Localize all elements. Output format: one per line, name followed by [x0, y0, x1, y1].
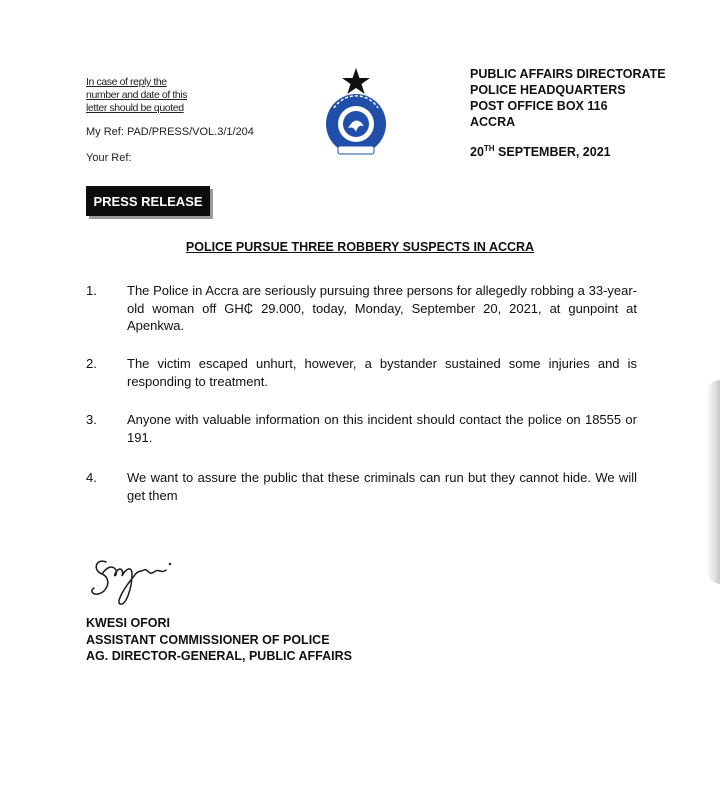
headline: POLICE PURSUE THREE ROBBERY SUSPECTS IN ACCRA	[185, 240, 535, 254]
signer-title: ASSISTANT COMMISSIONER OF POLICE	[86, 632, 330, 647]
date-rest: SEPTEMBER, 2021	[494, 145, 611, 159]
handwritten-signature-icon	[86, 548, 196, 610]
paragraph-text: We want to assure the public that these criminals can run but they cannot hide. We will get them	[127, 470, 637, 503]
signer-title: AG. DIRECTOR-GENERAL, PUBLIC AFFAIRS	[86, 649, 352, 663]
paragraph-text: Anyone with valuable information on this incident should contact the police on 18555 or 191.	[127, 412, 637, 445]
address-line: POST OFFICE BOX 116	[470, 99, 608, 113]
page-edge-shadow	[706, 380, 720, 584]
paragraph	[86, 282, 646, 338]
reply-note	[86, 76, 196, 115]
signer-block	[86, 615, 352, 665]
address-line: POLICE HEADQUARTERS	[470, 83, 626, 97]
my-reference: My Ref: PAD/PRESS/VOL.3/1/204	[86, 126, 254, 138]
ghana-police-crest-icon	[316, 66, 396, 158]
reply-note-line: letter should be quoted	[86, 102, 184, 114]
paragraph-text: The victim escaped unhurt, however, a bystander sustained some injuries and is responding to treatment.	[127, 356, 637, 389]
signer-name: KWESI OFORI	[86, 616, 171, 630]
letter-date	[470, 144, 611, 159]
address-block	[470, 66, 666, 130]
paragraph-number: 2.	[86, 356, 97, 371]
paragraph	[86, 411, 646, 451]
reply-note-line: number and date of this	[86, 89, 188, 101]
address-line: PUBLIC AFFAIRS DIRECTORATE	[470, 67, 666, 81]
press-release-label: PRESS RELEASE	[86, 186, 210, 216]
paragraph-text: The Police in Accra are seriously pursuing three persons for allegedly robbing a 33-year-old woman off GH₵ 29.000, today, Monday, September 20, 2021, at gunpoint at Apenkwa.	[127, 283, 637, 333]
reply-note-line: In case of reply the	[86, 76, 167, 88]
address-line: ACCRA	[470, 115, 516, 129]
paragraph	[86, 355, 646, 395]
date-day: 20	[470, 145, 484, 159]
paragraph-number: 3.	[86, 412, 97, 427]
paragraph	[86, 469, 646, 509]
your-reference: Your Ref:	[86, 152, 132, 164]
date-suffix: TH	[483, 144, 495, 153]
paragraph-number: 1.	[86, 283, 97, 298]
paragraph-number: 4.	[86, 470, 97, 485]
